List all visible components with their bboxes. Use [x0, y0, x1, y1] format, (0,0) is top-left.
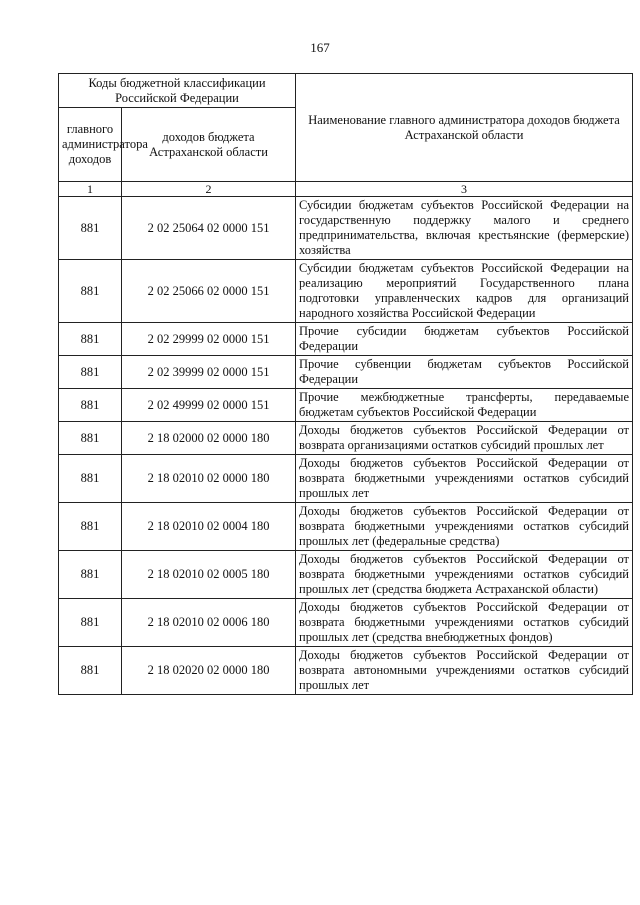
- admin-code-cell: 881: [59, 389, 122, 422]
- header-budget-revenue-code: доходов бюджета Астраханской области: [122, 108, 296, 182]
- table-row: [59, 260, 633, 323]
- revenue-name-cell: Доходы бюджетов субъектов Российской Федерации от возврата автономными учреждениями остатков субсидий прошлых лет: [296, 647, 633, 695]
- admin-code-cell: 881: [59, 455, 122, 503]
- revenue-code-cell: 2 02 25064 02 0000 151: [122, 197, 296, 260]
- column-number-2: 2: [122, 182, 296, 197]
- admin-code-cell: 881: [59, 551, 122, 599]
- revenue-code-cell: 2 18 02010 02 0005 180: [122, 551, 296, 599]
- revenue-code-cell: 2 18 02010 02 0004 180: [122, 503, 296, 551]
- budget-classification-table: [58, 73, 633, 695]
- header-classification-codes: Коды бюджетной классификации Российской Федерации: [59, 74, 296, 108]
- revenue-code-cell: 2 18 02020 02 0000 180: [122, 647, 296, 695]
- revenue-name-cell: Доходы бюджетов субъектов Российской Федерации от возврата бюджетными учреждениями остатков субсидий прошлых лет (средства внебюджетных фондов): [296, 599, 633, 647]
- revenue-name-cell: Прочие межбюджетные трансферты, передаваемые бюджетам субъектов Российской Федерации: [296, 389, 633, 422]
- revenue-code-cell: 2 02 25066 02 0000 151: [122, 260, 296, 323]
- table-row: [59, 503, 633, 551]
- revenue-name-cell: Доходы бюджетов субъектов Российской Федерации от возврата организациями остатков субсидий прошлых лет: [296, 422, 633, 455]
- revenue-name-cell: Субсидии бюджетам субъектов Российской Федерации на государственную поддержку малого и среднего предпринимательства, включая крестьянские (фермерские) хозяйства: [296, 197, 633, 260]
- table-row: [59, 422, 633, 455]
- revenue-name-cell: Прочие субсидии бюджетам субъектов Российской Федерации: [296, 323, 633, 356]
- revenue-code-cell: 2 18 02010 02 0000 180: [122, 455, 296, 503]
- page-number: 167: [310, 40, 330, 55]
- admin-code-cell: 881: [59, 647, 122, 695]
- revenue-name-cell: Доходы бюджетов субъектов Российской Федерации от возврата бюджетными учреждениями остатков субсидий прошлых лет (средства бюджета Астраханской области): [296, 551, 633, 599]
- admin-code-cell: 881: [59, 323, 122, 356]
- header-administrator-name: Наименование главного администратора доходов бюджета Астраханской области: [296, 74, 633, 182]
- column-number-1: 1: [59, 182, 122, 197]
- table-row: [59, 323, 633, 356]
- table-row: [59, 356, 633, 389]
- admin-code-cell: 881: [59, 599, 122, 647]
- revenue-name-cell: Доходы бюджетов субъектов Российской Федерации от возврата бюджетными учреждениями остатков субсидий прошлых лет: [296, 455, 633, 503]
- admin-code-cell: 881: [59, 197, 122, 260]
- admin-code-cell: 881: [59, 356, 122, 389]
- revenue-name-cell: Субсидии бюджетам субъектов Российской Федерации на реализацию мероприятий Государственного плана подготовки управленческих кадров для организаций народного хозяйства Российской Федерации: [296, 260, 633, 323]
- revenue-code-cell: 2 02 29999 02 0000 151: [122, 323, 296, 356]
- revenue-name-cell: Прочие субвенции бюджетам субъектов Российской Федерации: [296, 356, 633, 389]
- revenue-name-cell: Доходы бюджетов субъектов Российской Федерации от возврата бюджетными учреждениями остатков субсидий прошлых лет (федеральные средства): [296, 503, 633, 551]
- table-row: [59, 599, 633, 647]
- table-row: [59, 647, 633, 695]
- table-row: [59, 455, 633, 503]
- admin-code-cell: 881: [59, 260, 122, 323]
- table-header: [59, 74, 633, 197]
- revenue-code-cell: 2 18 02010 02 0006 180: [122, 599, 296, 647]
- revenue-code-cell: 2 02 39999 02 0000 151: [122, 356, 296, 389]
- revenue-code-cell: 2 02 49999 02 0000 151: [122, 389, 296, 422]
- table-row: [59, 551, 633, 599]
- admin-code-cell: 881: [59, 422, 122, 455]
- revenue-code-cell: 2 18 02000 02 0000 180: [122, 422, 296, 455]
- header-main-administrator: главного администратора доходов: [59, 108, 122, 182]
- table-row: [59, 389, 633, 422]
- table-row: [59, 197, 633, 260]
- column-number-3: 3: [296, 182, 633, 197]
- admin-code-cell: 881: [59, 503, 122, 551]
